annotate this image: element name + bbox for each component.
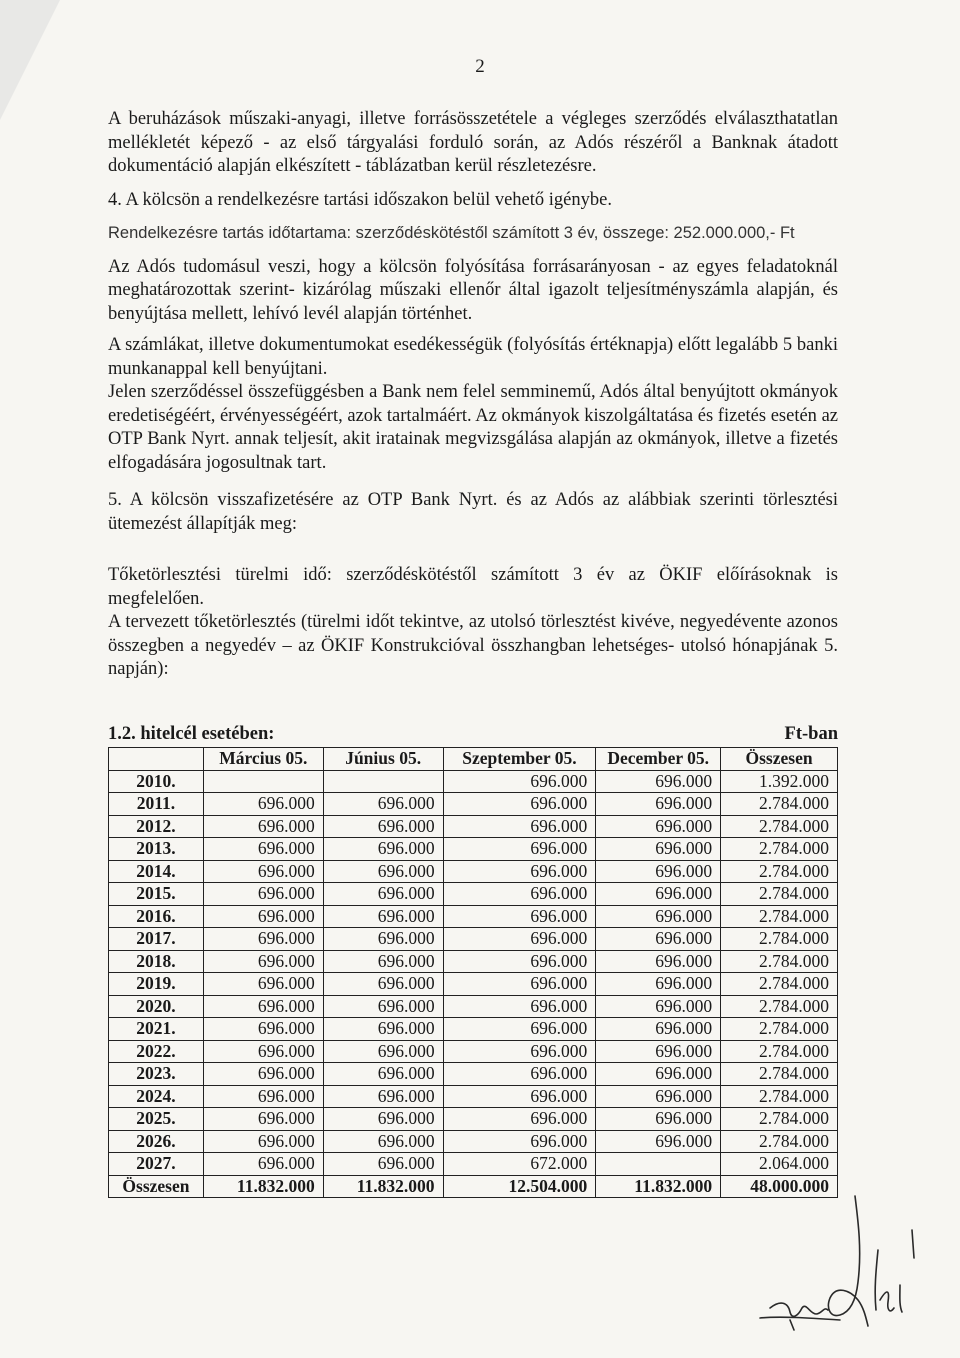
- handwritten-signature: [690, 1190, 930, 1340]
- table-title: 1.2. hitelcél esetében:: [108, 724, 275, 744]
- cell-total: 2.784.000: [721, 838, 838, 861]
- total-cell-march: 11.832.000: [203, 1175, 323, 1198]
- cell-year: 2026.: [109, 1130, 204, 1153]
- table-row: [109, 1153, 838, 1176]
- cell-total: 2.784.000: [721, 1085, 838, 1108]
- cell-june: 696.000: [323, 950, 443, 973]
- table-row: [109, 905, 838, 928]
- cell-september: 696.000: [443, 1018, 596, 1041]
- body-text: [108, 108, 838, 692]
- cell-december: [596, 1153, 721, 1176]
- cell-june: 696.000: [323, 1085, 443, 1108]
- total-cell-september: 12.504.000: [443, 1175, 596, 1198]
- availability-period: Rendelkezésre tartás időtartama: szerződéskötéstől számított 3 év, összege: 252.000.000,- Ft: [108, 224, 795, 242]
- cell-march: 696.000: [203, 905, 323, 928]
- cell-year: 2010.: [109, 770, 204, 793]
- cell-september: 696.000: [443, 973, 596, 996]
- cell-december: 696.000: [596, 815, 721, 838]
- cell-total: 2.784.000: [721, 1063, 838, 1086]
- header-september: Szeptember 05.: [443, 748, 596, 771]
- cell-june: 696.000: [323, 1040, 443, 1063]
- cell-june: 696.000: [323, 793, 443, 816]
- cell-june: 696.000: [323, 1063, 443, 1086]
- cell-june: 696.000: [323, 928, 443, 951]
- cell-june: 696.000: [323, 1130, 443, 1153]
- table-row: [109, 838, 838, 861]
- repayment-schedule-table: [108, 747, 838, 1198]
- cell-december: 696.000: [596, 995, 721, 1018]
- cell-june: 696.000: [323, 1018, 443, 1041]
- cell-total: 2.784.000: [721, 928, 838, 951]
- cell-total: 2.784.000: [721, 1018, 838, 1041]
- cell-june: 696.000: [323, 995, 443, 1018]
- cell-march: 696.000: [203, 860, 323, 883]
- cell-march: 696.000: [203, 883, 323, 906]
- cell-december: 696.000: [596, 770, 721, 793]
- section-5-heading: 5. A kölcsön visszafizetésére az OTP Bank Nyrt. és az Adós az alábbiak szerinti törlesztési ütemezést állapítják meg:: [108, 490, 838, 534]
- table-row: [109, 860, 838, 883]
- paragraph-repayment-plan: A tervezett tőketörlesztés (türelmi időt tekintve, az utolsó törlesztést kivéve, negyedévente azonos összegben a negyedév – az ÖKIF Konstrukcióval összhangban lehetséges- utolsó hónapjának 5. napján):: [108, 612, 838, 679]
- cell-total: 2.784.000: [721, 905, 838, 928]
- header-december: December 05.: [596, 748, 721, 771]
- cell-march: 696.000: [203, 1040, 323, 1063]
- cell-year: 2022.: [109, 1040, 204, 1063]
- table-row: [109, 1085, 838, 1108]
- cell-december: 696.000: [596, 950, 721, 973]
- cell-march: 696.000: [203, 973, 323, 996]
- cell-total: 2.784.000: [721, 883, 838, 906]
- cell-march: 696.000: [203, 793, 323, 816]
- cell-march: 696.000: [203, 1018, 323, 1041]
- cell-march: 696.000: [203, 1063, 323, 1086]
- cell-september: 696.000: [443, 838, 596, 861]
- cell-year: 2023.: [109, 1063, 204, 1086]
- cell-march: 696.000: [203, 995, 323, 1018]
- cell-year: 2017.: [109, 928, 204, 951]
- cell-total: 2.784.000: [721, 1108, 838, 1131]
- total-cell-year: Összesen: [109, 1175, 204, 1198]
- cell-june: [323, 770, 443, 793]
- cell-september: 696.000: [443, 928, 596, 951]
- cell-december: 696.000: [596, 1018, 721, 1041]
- table-row: [109, 1130, 838, 1153]
- cell-year: 2016.: [109, 905, 204, 928]
- cell-total: 2.784.000: [721, 995, 838, 1018]
- cell-total: 2.784.000: [721, 1130, 838, 1153]
- cell-year: 2012.: [109, 815, 204, 838]
- cell-march: 696.000: [203, 950, 323, 973]
- table-header-row: [109, 748, 838, 771]
- cell-total: 1.392.000: [721, 770, 838, 793]
- cell-year: 2014.: [109, 860, 204, 883]
- cell-march: 696.000: [203, 1085, 323, 1108]
- cell-september: 696.000: [443, 770, 596, 793]
- cell-december: 696.000: [596, 1040, 721, 1063]
- cell-december: 696.000: [596, 883, 721, 906]
- cell-december: 696.000: [596, 905, 721, 928]
- table-row: [109, 883, 838, 906]
- cell-year: 2025.: [109, 1108, 204, 1131]
- table-row: [109, 995, 838, 1018]
- table-row: [109, 815, 838, 838]
- table-row: [109, 770, 838, 793]
- cell-september: 696.000: [443, 950, 596, 973]
- cell-september: 672.000: [443, 1153, 596, 1176]
- cell-september: 696.000: [443, 1085, 596, 1108]
- cell-december: 696.000: [596, 1063, 721, 1086]
- total-cell-december: 11.832.000: [596, 1175, 721, 1198]
- cell-september: 696.000: [443, 995, 596, 1018]
- cell-year: 2013.: [109, 838, 204, 861]
- header-march: Március 05.: [203, 748, 323, 771]
- table-row: [109, 973, 838, 996]
- cell-december: 696.000: [596, 1130, 721, 1153]
- cell-year: 2021.: [109, 1018, 204, 1041]
- cell-december: 696.000: [596, 973, 721, 996]
- cell-december: 696.000: [596, 928, 721, 951]
- table-row: [109, 950, 838, 973]
- cell-september: 696.000: [443, 1130, 596, 1153]
- cell-total: 2.784.000: [721, 950, 838, 973]
- cell-june: 696.000: [323, 838, 443, 861]
- cell-june: 696.000: [323, 883, 443, 906]
- header-total: Összesen: [721, 748, 838, 771]
- cell-september: 696.000: [443, 793, 596, 816]
- cell-total: 2.064.000: [721, 1153, 838, 1176]
- grace-period: Tőketörlesztési türelmi idő: szerződéskötéstől számított 3 év az ÖKIF előírásoknak is megfelelően.: [108, 565, 838, 609]
- table-caption: [108, 724, 838, 745]
- cell-september: 696.000: [443, 1108, 596, 1131]
- cell-june: 696.000: [323, 905, 443, 928]
- cell-june: 696.000: [323, 1153, 443, 1176]
- cell-march: [203, 770, 323, 793]
- cell-september: 696.000: [443, 883, 596, 906]
- cell-september: 696.000: [443, 905, 596, 928]
- cell-march: 696.000: [203, 815, 323, 838]
- cell-year: 2020.: [109, 995, 204, 1018]
- cell-september: 696.000: [443, 815, 596, 838]
- cell-june: 696.000: [323, 1108, 443, 1131]
- page-number: 2: [475, 56, 485, 77]
- cell-june: 696.000: [323, 815, 443, 838]
- cell-year: 2019.: [109, 973, 204, 996]
- cell-december: 696.000: [596, 860, 721, 883]
- section-4-heading: 4. A kölcsön a rendelkezésre tartási időszakon belül vehető igénybe.: [108, 189, 612, 210]
- table-row: [109, 1063, 838, 1086]
- cell-september: 696.000: [443, 1063, 596, 1086]
- cell-june: 696.000: [323, 860, 443, 883]
- header-june: Június 05.: [323, 748, 443, 771]
- paragraph-invoices: A számlákat, illetve dokumentumokat esedékességük (folyósítás értéknapja) előtt legalább 5 banki munkanappal kell benyújtani.: [108, 335, 838, 379]
- cell-september: 696.000: [443, 860, 596, 883]
- total-cell-june: 11.832.000: [323, 1175, 443, 1198]
- table-row: [109, 1018, 838, 1041]
- cell-year: 2011.: [109, 793, 204, 816]
- total-cell-total: 48.000.000: [721, 1175, 838, 1198]
- header-year: [109, 748, 204, 771]
- cell-total: 2.784.000: [721, 973, 838, 996]
- cell-march: 696.000: [203, 1108, 323, 1131]
- paragraph-liability: Jelen szerződéssel összefüggésben a Bank nem felel semminemű, Adós által benyújtott okmányok eredetiségéért, érvényességéért, azok tartalmáért. Az okmányok kiszolgáltatása és fizetés esetén az OTP Bank Nyrt. annak teljesít, akit iratainak megvizsgálása alapján az okmányok, illetve a fizetés elfogadására jogosultnak tart.: [108, 382, 838, 473]
- table-unit: Ft-ban: [784, 724, 838, 744]
- cell-year: 2015.: [109, 883, 204, 906]
- cell-total: 2.784.000: [721, 793, 838, 816]
- table-row: [109, 1108, 838, 1131]
- cell-september: 696.000: [443, 1040, 596, 1063]
- cell-year: 2018.: [109, 950, 204, 973]
- table-row: [109, 1040, 838, 1063]
- cell-december: 696.000: [596, 793, 721, 816]
- paragraph-disbursement: Az Adós tudomásul veszi, hogy a kölcsön folyósítása forrásarányosan - az egyes feladatoknál meghatározottak szerint- kizárólag műszaki ellenőr által igazolt teljesítményszámla alapján, és benyújtása mellett, lehívó levél alapján történhet.: [108, 256, 838, 324]
- paragraph-investments: A beruházások műszaki-anyagi, illetve forrásösszetétele a végleges szerződés elválaszthatatlan mellékletét képező - az első tárgyalási forduló során, az Adós részéről a Banknak átadott dokumentáció alapján elkészített - táblázatban kerül részletezésre.: [108, 109, 838, 176]
- cell-march: 696.000: [203, 1130, 323, 1153]
- cell-march: 696.000: [203, 838, 323, 861]
- cell-december: 696.000: [596, 838, 721, 861]
- cell-total: 2.784.000: [721, 1040, 838, 1063]
- cell-total: 2.784.000: [721, 815, 838, 838]
- cell-december: 696.000: [596, 1108, 721, 1131]
- table-row: [109, 928, 838, 951]
- cell-june: 696.000: [323, 973, 443, 996]
- cell-march: 696.000: [203, 928, 323, 951]
- cell-total: 2.784.000: [721, 860, 838, 883]
- cell-year: 2024.: [109, 1085, 204, 1108]
- table-row: [109, 793, 838, 816]
- cell-december: 696.000: [596, 1085, 721, 1108]
- cell-march: 696.000: [203, 1153, 323, 1176]
- cell-year: 2027.: [109, 1153, 204, 1176]
